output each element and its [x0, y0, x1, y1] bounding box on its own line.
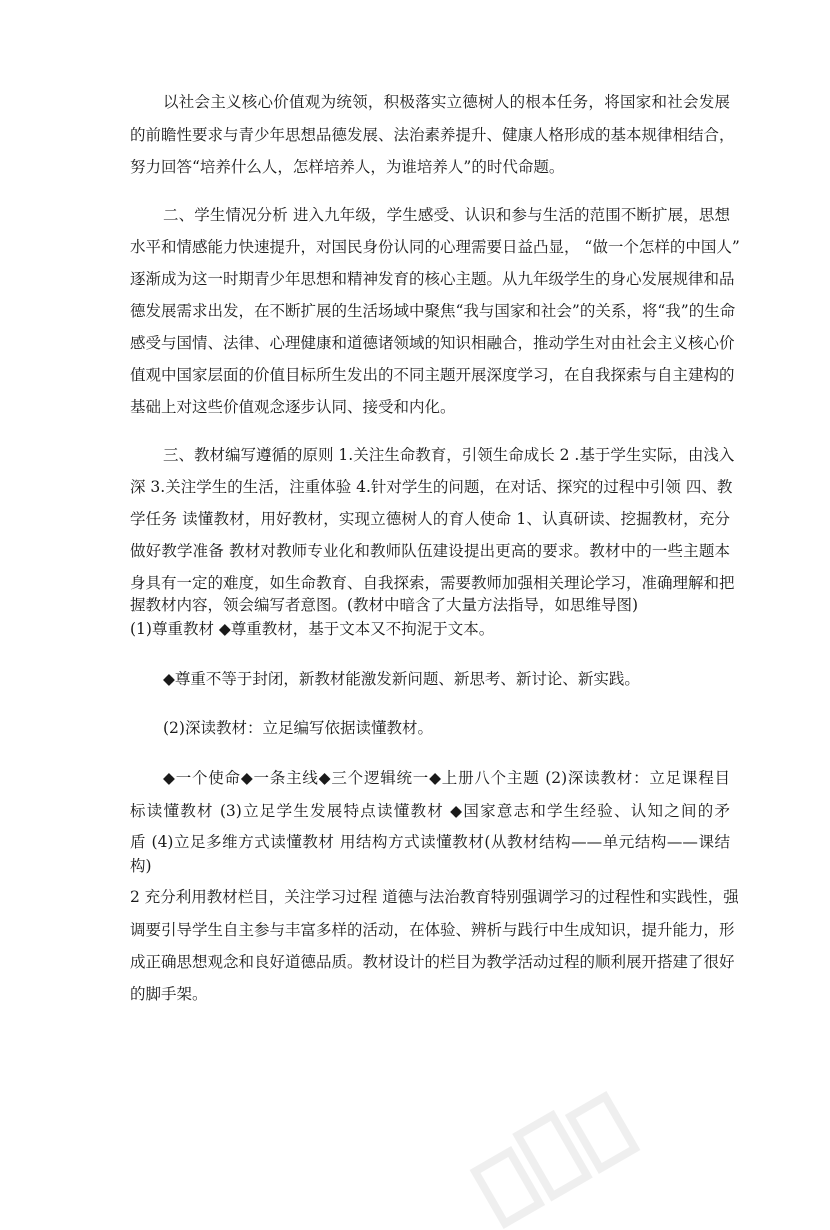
paragraph-6-line-1: ◆一个使命◆一条主线◆三个逻辑统一◆上册八个主题 (2)深读教材：立足课程目 [163, 769, 730, 787]
paragraph-2-line-1: 二、学生情况分析 进入九年级，学生感受、认识和参与生活的范围不断扩展，思想 [163, 206, 730, 224]
paragraph-6-line-8: 的脚手架。 [130, 985, 208, 1003]
paragraph-3-line-1: 三、教材编写遵循的原则 1.关注生命教育，引领生命成长 2 .基于学生实际，由浅入 [163, 446, 735, 464]
paragraph-2-line-5: 感受与国情、法律、心理健康和道德诸领域的知识相融合，推动学生对由社会主义核心价 [130, 334, 735, 352]
paragraph-3-line-4: 做好教学准备 教材对教师专业化和教师队伍建设提出更高的要求。教材中的一些主题本 [130, 542, 730, 560]
paragraph-6-line-5: 2 充分利用教材栏目，关注学习过程 道德与法治教育特别强调学习的过程性和实践性，强 [130, 888, 739, 906]
paragraph-4-line-1: ◆尊重不等于封闭，新教材能激发新问题、新思考、新讨论、新实践。 [163, 670, 640, 688]
paragraph-3-line-2: 深 3.关注学生的生活，注重体验 4.针对学生的问题，在对话、探究的过程中引领 四、教 [130, 478, 733, 496]
paragraph-6-line-2: 标读懂教材 (3)立足学生发展特点读懂教材 ◆国家意志和学生经验、认知之间的矛 [130, 802, 730, 820]
paragraph-2-line-6: 值观中国家层面的价值目标所生发出的不同主题开展深度学习，在自我探索与自主建构的 [130, 366, 735, 384]
paragraph-6-line-7: 成正确思想观念和良好道德品质。教材设计的栏目为教学活动过程的顺利展开搭建了很好 [130, 953, 735, 971]
paragraph-3-line-3: 学任务 读懂教材，用好教材，实现立德树人的育人使命 1、认真研读、挖掘教材，充分 [130, 510, 730, 528]
paragraph-1-line-1: 以社会主义核心价值观为统领，积极落实立德树人的根本任务，将国家和社会发展 [163, 93, 730, 111]
paragraph-1-line-3: 努力回答“培养什么人，怎样培养人，为谁培养人”的时代命题。 [130, 158, 565, 176]
paragraph-1-line-2: 的前瞻性要求与青少年思想品德发展、法治素养提升、健康人格形成的基本规律相结合， [130, 126, 735, 144]
paragraph-6-line-6: 调要引导学生自主参与丰富多样的活动，在体验、辨析与践行中生成知识，提升能力，形 [130, 921, 735, 939]
paragraph-3-line-7: (1)尊重教材 ◆尊重教材，基于文本又不拘泥于文本。 [130, 620, 495, 638]
paragraph-2-line-7: 基础上对这些价值观念逐步认同、接受和内化。 [130, 398, 456, 416]
paragraph-2-line-4: 德发展需求出发，在不断扩展的生活场域中聚焦“我与国家和社会”的关系，将“我”的生命 [130, 302, 736, 320]
watermark-graphic [440, 1090, 670, 1230]
paragraph-3-line-6: 握教材内容，领会编写者意图。(教材中暗含了大量方法指导，如思维导图) [130, 596, 639, 614]
paragraph-3-line-5: 身具有一定的难度，如生命教育、自我探索，需要教师加强相关理论学习，准确理解和把 [130, 574, 735, 592]
paragraph-2-line-3: 逐渐成为这一时期青少年思想和精神发育的核心主题。从九年级学生的身心发展规律和品 [130, 270, 735, 288]
paragraph-2-line-2: 水平和情感能力快速提升，对国民身份认同的心理需要日益凸显， “做一个怎样的中国人” [130, 238, 740, 256]
paragraph-5-line-1: (2)深读教材：立足编写依据读懂教材。 [163, 719, 433, 737]
paragraph-6-line-4: 构) [130, 857, 152, 875]
paragraph-6-line-3: 盾 (4)立足多维方式读懂教材 用结构方式读懂教材(从教材结构——单元结构——课结 [130, 833, 730, 851]
